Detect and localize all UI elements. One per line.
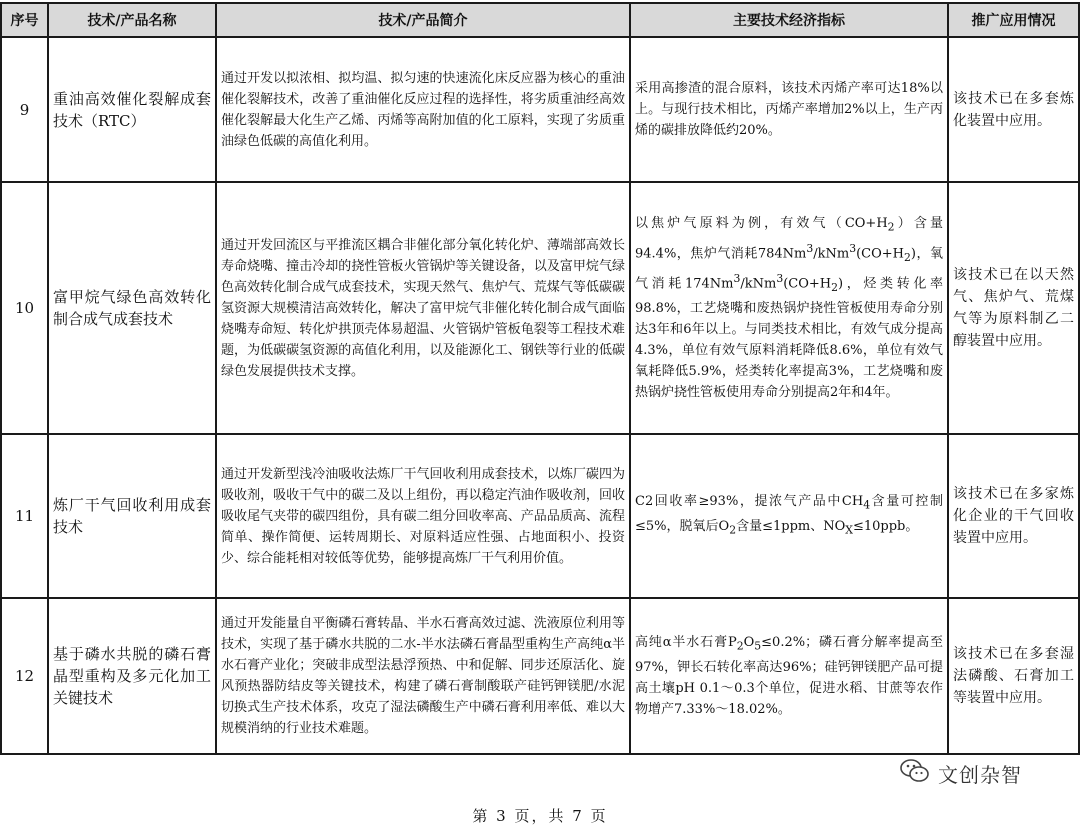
row-num: 9 bbox=[1, 37, 48, 182]
table-row bbox=[1, 182, 1079, 434]
watermark bbox=[900, 758, 1022, 788]
row-status: 该技术已在多套炼化装置中应用。 bbox=[948, 37, 1079, 182]
header-name: 技术/产品名称 bbox=[48, 3, 216, 37]
row-name: 基于磷水共脱的磷石膏晶型重构及多元化加工关键技术 bbox=[48, 598, 216, 754]
header-metric: 主要技术经济指标 bbox=[630, 3, 948, 37]
row-name: 富甲烷气绿色高效转化制合成气成套技术 bbox=[48, 182, 216, 434]
row-intro: 通过开发能量自平衡磷石膏转晶、半水石膏高效过滤、洗液原位利用等技术，实现了基于磷水共脱的二水-半水法磷石膏晶型重构生产高纯α半水石膏产业化；突破非成型法悬浮预热、中和促解、同步还原活化、旋风预热器防结皮等关键技术，构建了磷石膏制酸联产硅钙钾镁肥/水泥切换式生产技术体系，攻克了湿法磷酸生产中磷石膏利用率低、难以大规模消纳的行业技术难题。 bbox=[216, 598, 630, 754]
row-metric: C2回收率≥93%，提浓气产品中$CH_4$含量可控制≤5%，脱氧后$O_2$含量≤1ppm、$NO_X\le 10ppb$。 bbox=[630, 434, 948, 598]
row-status: 该技术已在多套湿法磷酸、石膏加工等装置中应用。 bbox=[948, 598, 1079, 754]
row-name: 炼厂干气回收利用成套技术 bbox=[48, 434, 216, 598]
table-row bbox=[1, 598, 1079, 754]
header-num: 序号 bbox=[1, 3, 48, 37]
row-intro: 通过开发以拟浓相、拟均温、拟匀速的快速流化床反应器为核心的重油催化裂解技术，改善了重油催化反应过程的选择性，将劣质重油经高效催化裂解最大化生产乙烯、丙烯等高附加值的化工原料，实现了劣质重油绿色低碳的高值化利用。 bbox=[216, 37, 630, 182]
row-status: 该技术已在多家炼化企业的干气回收装置中应用。 bbox=[948, 434, 1079, 598]
row-metric: 高纯α半水石膏$P_2O_5\le 0.2\%$；磷石膏分解率提高至97%，钾长石转化率高达96%；硅钙钾镁肥产品可提高土壤pH 0.1～0.3个单位，促进水稻、甘蔗等农作物增产7.33%～18.02%。 bbox=[630, 598, 948, 754]
header-intro: 技术/产品简介 bbox=[216, 3, 630, 37]
row-num: 10 bbox=[1, 182, 48, 434]
table-row bbox=[1, 37, 1079, 182]
watermark-text: 文创杂智 bbox=[938, 762, 1022, 787]
row-intro: 通过开发新型浅冷油吸收法炼厂干气回收利用成套技术，以炼厂碳四为吸收剂，吸收干气中的碳二及以上组份，再以稳定汽油作吸收剂，回收吸收尾气夹带的碳四组份，具有碳二组分回收率高、产品品质高、流程简单、操作简便、运转周期长、对原料适应性强、占地面积小、投资少、综合能耗相对较低等优势，能够提高炼厂干气利用价值。 bbox=[216, 434, 630, 598]
tech-table bbox=[0, 2, 1080, 755]
row-metric: 采用高掺渣的混合原料，该技术丙烯产率可达18%以上。与现行技术相比，丙烯产率增加2%以上，生产丙烯的碳排放降低约20%。 bbox=[630, 37, 948, 182]
row-name: 重油高效催化裂解成套技术（RTC） bbox=[48, 37, 216, 182]
row-status: 该技术已在以天然气、焦炉气、荒煤气等为原料制乙二醇装置中应用。 bbox=[948, 182, 1079, 434]
table-row bbox=[1, 434, 1079, 598]
wechat-icon bbox=[900, 758, 930, 788]
row-num: 12 bbox=[1, 598, 48, 754]
row-intro: 通过开发回流区与平推流区耦合非催化部分氧化转化炉、薄端部高效长寿命烧嘴、撞击冷却的挠性管板火管锅炉等关键设备，以及富甲烷气绿色高效转化制合成气成套技术，实现天然气、焦炉气、荒煤气等低碳碳氢资源大规模清洁高效转化，解决了富甲烷气非催化转化制合成气面临烧嘴寿命短、转化炉拱顶壳体易超温、火管锅炉管板龟裂等工程技术难题，为低碳碳氢资源的高值化利用，以及能源化工、钢铁等行业的低碳绿色发展提供技术支撑。 bbox=[216, 182, 630, 434]
row-metric: 以焦炉气原料为例，有效气$(CO+H_2)$含量94.4%，焦炉气消耗$784Nm^3/kNm^3(CO+H_2)$，氧气消耗$174Nm^3/kNm^3(CO+H_2)$，烃类转化率98.8%，工艺烧嘴和废热锅炉挠性管板使用寿命分别达3年和6年以上。与同类技术相比，有效气成分提高4.3%，单位有效气原料消耗降低8.6%，单位有效气氧耗降低5.9%，烃类转化率提高3%，工艺烧嘴和废热锅炉挠性管板使用寿命分别提高2年和4年。 bbox=[630, 182, 948, 434]
header-status: 推广应用情况 bbox=[948, 3, 1079, 37]
row-num: 11 bbox=[1, 434, 48, 598]
page-footer: 第 3 页，共 7 页 bbox=[472, 807, 608, 825]
table-header-row bbox=[1, 3, 1079, 37]
